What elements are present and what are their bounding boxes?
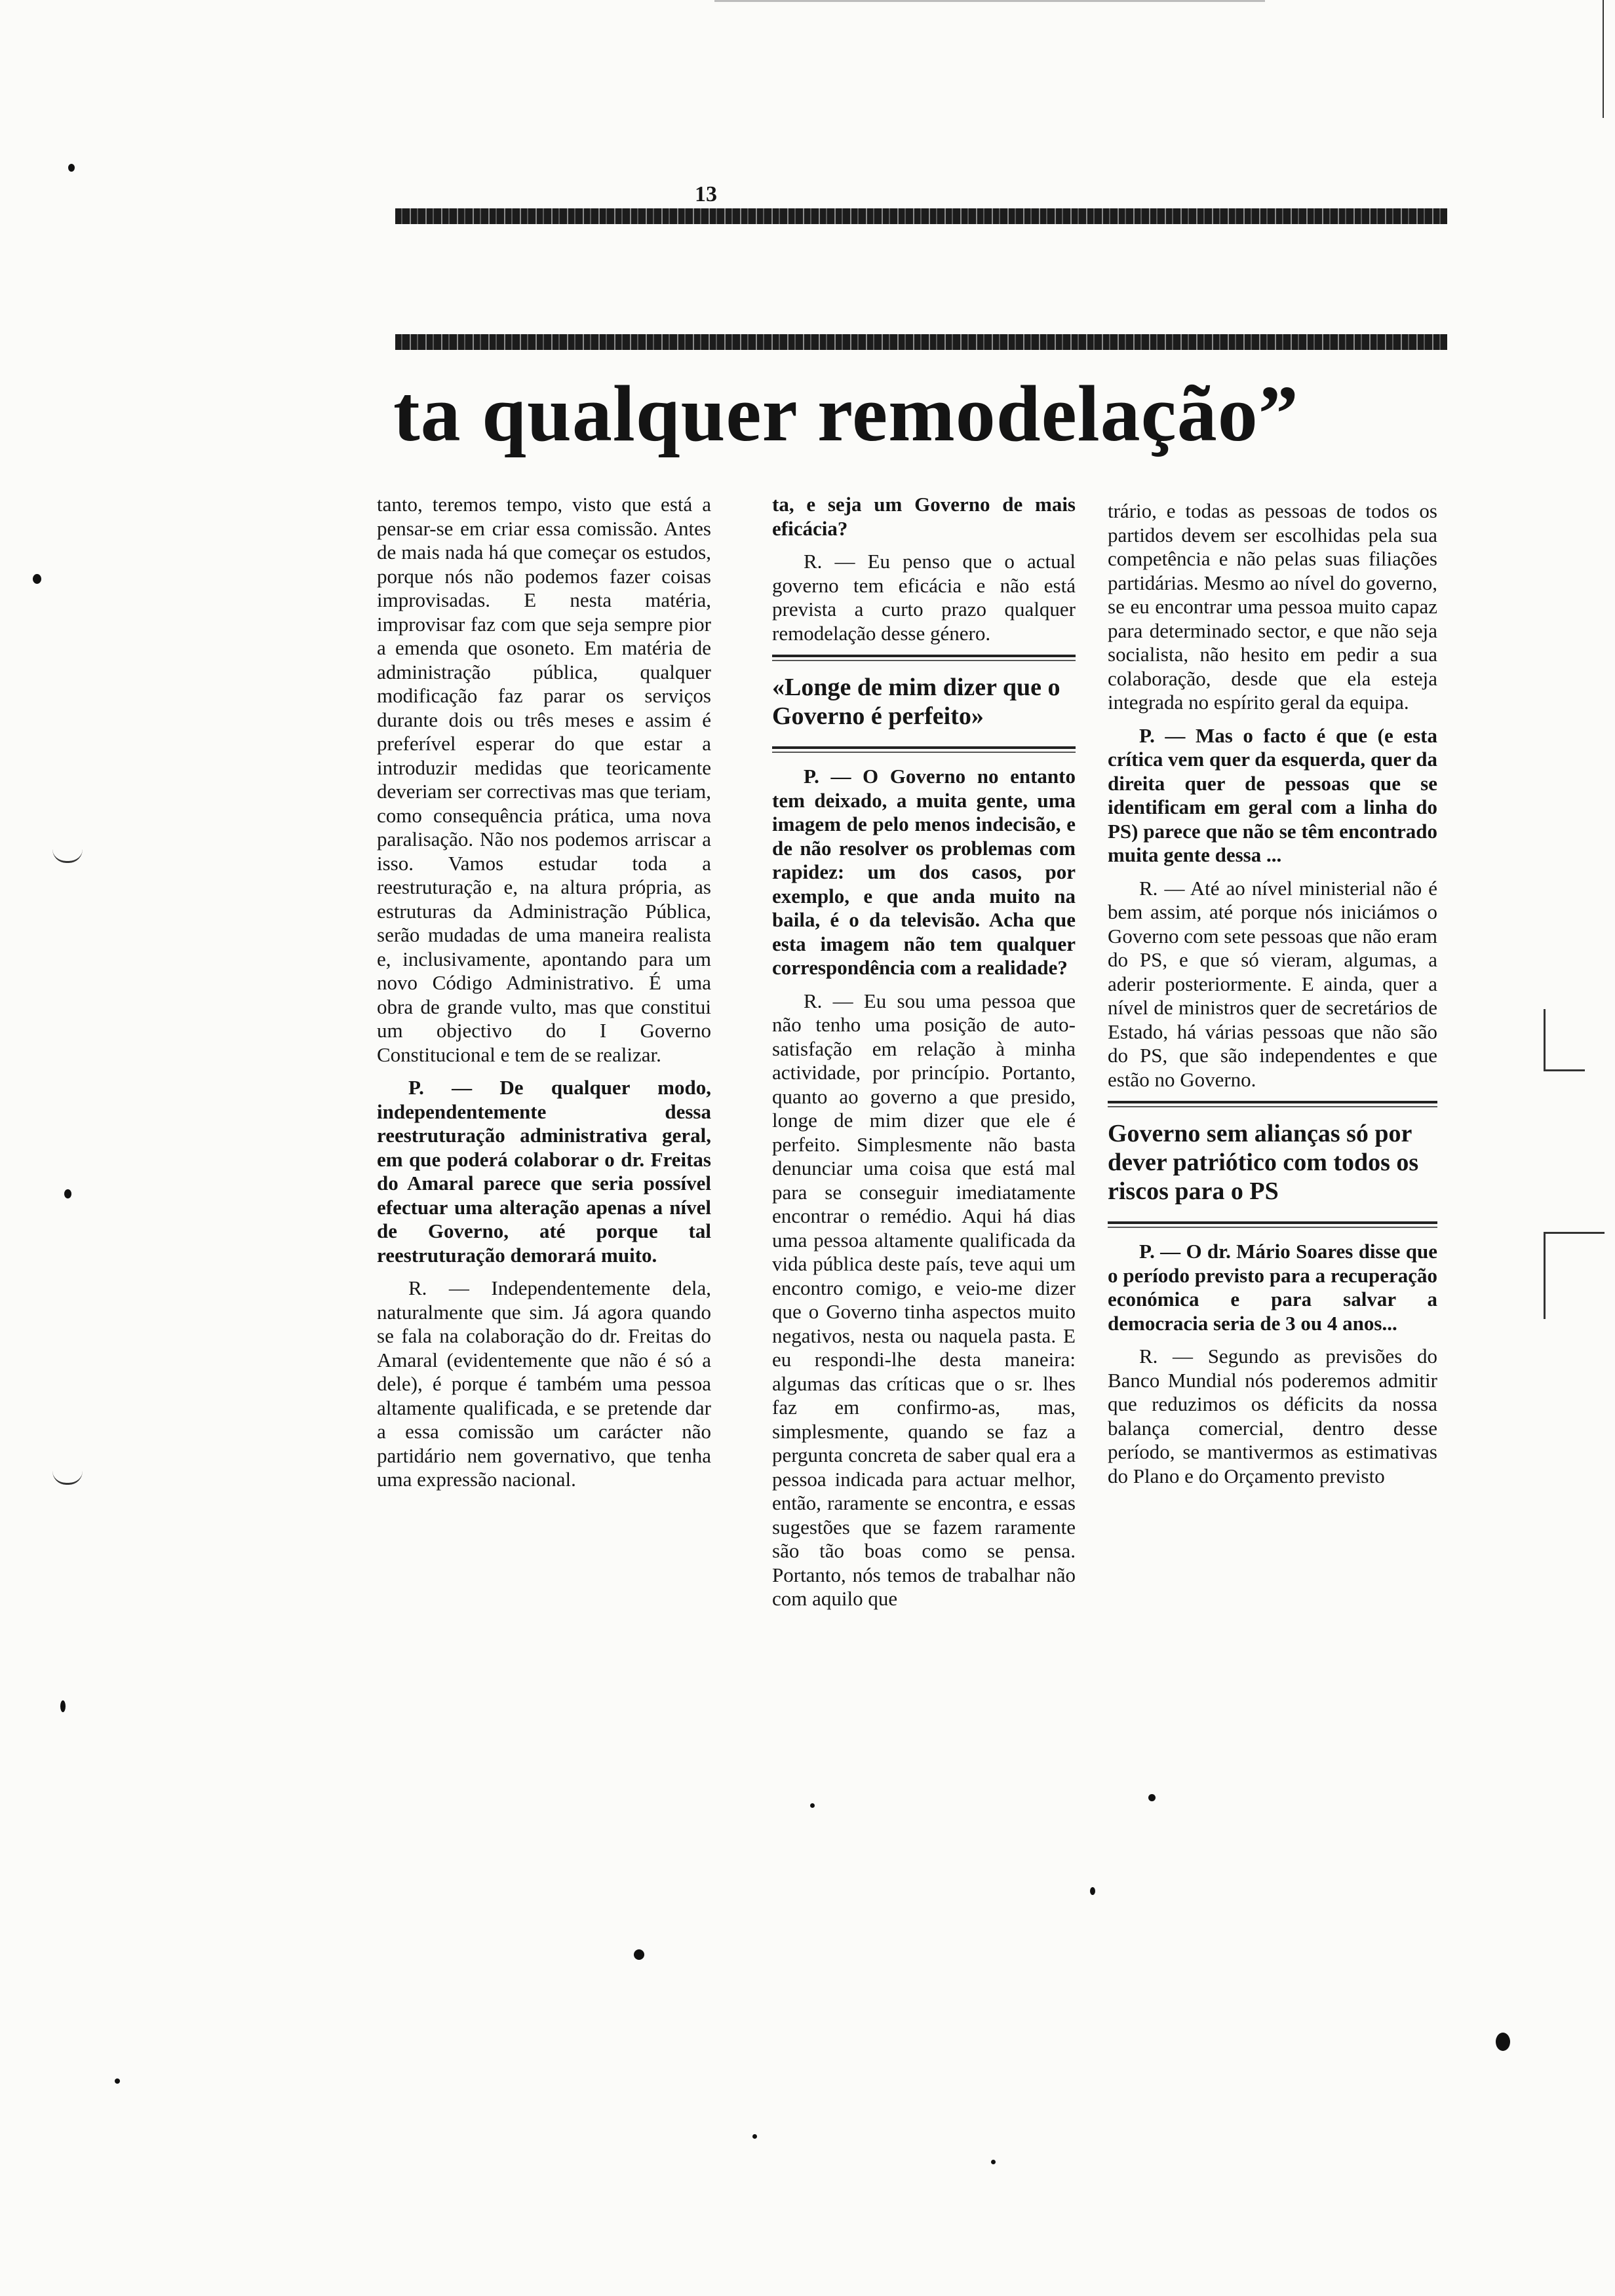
col3-subheading: Governo sem alianças só por dever patriótico com todos os riscos para o PS xyxy=(1108,1120,1419,1205)
col3-question-2: P. — O dr. Mário Soares disse que o período previsto para a recuperação económica e para salvar a democracia seria de 3 ou 4 anos... xyxy=(1108,1240,1437,1335)
column-1 xyxy=(377,493,711,1692)
scan-speck xyxy=(1148,1794,1156,1801)
scan-speck xyxy=(752,2134,757,2139)
scan-speck xyxy=(115,2078,120,2084)
col2-subheading: «Longe de mim dizer que o Governo é perfeito» xyxy=(772,674,1060,730)
col3-answer-cont: trário, e todas as pessoas de todos os partidos devem ser escolhidas pela sua competência e não pelas suas filiações partidárias. Mesmo ao nível do governo, se eu encontrar uma pessoa muito capaz para determinado sector, e que não seja socialista, não hesito em pedir a sua colaboração, desde que ela esteja integrada no espírito geral da equipa. xyxy=(1108,499,1437,714)
col2-answer-1: R. — Eu penso que o actual governo tem eficácia e não está prevista a curto prazo qualquer remodelação desse género. xyxy=(772,550,1076,645)
col1-para-1: tanto, teremos tempo, visto que está a pensar-se em criar essa comissão. Antes de mais nada há que começar os estudos, porque nós não podemos fazer coisas improvisadas. E nesta matéria, improvisar faz com que seja sempre pior a emenda que osoneto. Em matéria de administração pública, qualquer modificação faz parar os serviços durante dois ou três meses e assim é preferível esperar do que estar a introduzir medidas que teoricamente deveriam ser correctivas mas que teriam, como consequência prática, uma nova paralisação. Não nos podemos arriscar a isso. Vamos estudar toda a reestruturação e, na altura própria, as estruturas da Administração Pública, serão mudadas de uma maneira realista e, inclusivamente, apontando para um novo Código Administrativo. É uma obra de grande vulto, mas que constitui um objectivo do I Governo Constitucional e tem de se realizar. xyxy=(377,493,711,1066)
page-number: 13 xyxy=(695,182,717,206)
scan-speck xyxy=(33,574,41,584)
scan-edge-mark xyxy=(1603,0,1604,118)
col3-answer-2: R. — Segundo as previsões do Banco Mundial nós poderemos admitir que reduzimos os déficits da nossa balança comercial, dentro desse período, se mantivermos as estimativas do Plano e do Orçamento previsto xyxy=(1108,1345,1437,1487)
col3-separator-top xyxy=(1108,1101,1437,1107)
column-3 xyxy=(1108,499,1437,1698)
scan-edge-mark xyxy=(52,1471,83,1485)
scan-speck xyxy=(1090,1887,1095,1895)
col2-separator-top xyxy=(772,655,1076,661)
col2-question-2: P. — O Governo no entanto tem deixado, a muita gente, uma imagem de pelo menos indecisão, e de não resolver os problemas com rapidez: um dos casos, por exemplo, e que anda muito na baila, é o da televisão. Acha que esta imagem não tem qualquer correspondência com a realidade? xyxy=(772,765,1076,979)
scan-speck xyxy=(60,1700,66,1712)
scan-speck xyxy=(68,164,75,172)
col2-answer-2: R. — Eu sou uma pessoa que não tenho uma posição de auto-satisfação em relação à minha actividade, por princípio. Portanto, quanto ao governo a que presido, longe de mim dizer que ele é perfeito. Simplesmente não basta denunciar uma coisa que está mal para se conseguir imediatamente encontrar o remédio. Aqui há dias uma pessoa altamente qualificada da vida pública deste país, teve aqui um encontro comigo, e veio-me dizer que o Governo tinha aspectos muito negativos, nesta ou naquela pasta. E eu respondi-lhe desta maneira: algumas das críticas que o sr. lhes faz em confirmo-as, mas, simplesmente, quando se faz a pergunta concreta de saber qual era a pessoa indicada para actuar melhor, então, raramente se encontra, e essas sugestões que se fazem raramente são tão boas como se pensa. Portanto, nós temos de trabalhar não com aquilo que xyxy=(772,989,1076,1610)
scan-speck xyxy=(810,1803,815,1808)
scan-speck xyxy=(1496,2033,1510,2051)
article-headline: ta qualquer remodelação” xyxy=(393,370,1299,458)
col1-question-1: P. — De qualquer modo, independentemente dessa reestruturação administrativa geral, em que poderá colaborar o dr. Freitas do Amaral parece que seria possível efectuar uma alteração apenas a nível de Governo, até porque tal reestruturação demorará muito. xyxy=(377,1076,711,1267)
scan-edge-mark xyxy=(1544,1232,1605,1319)
scan-edge-mark xyxy=(1544,1009,1585,1071)
scan-speck xyxy=(64,1189,71,1198)
headline-band-rule xyxy=(395,334,1447,350)
col2-question-cont: ta, e seja um Governo de mais eficácia? xyxy=(772,493,1076,540)
col2-separator-bottom xyxy=(772,746,1076,753)
col3-question-1: P. — Mas o facto é que (e esta crítica vem quer da esquerda, quer da direita quer de pessoas que se identificam em geral com a linha do PS) parece que não se têm encontrado muita gente dessa ... xyxy=(1108,723,1437,866)
col3-separator-bottom xyxy=(1108,1221,1437,1228)
scan-speck xyxy=(634,1949,644,1960)
col1-answer-1: R. — Independentemente dela, naturalmente que sim. Já agora quando se fala na colaboração do dr. Freitas do Amaral (evidentemente que não é só a dele), é porque é também uma pessoa altamente qualificada, e se pretende dar a essa comissão um carácter não partidário nem governativo, que tenha uma expressão nacional. xyxy=(377,1276,711,1491)
header-band-rule xyxy=(395,208,1447,224)
column-2 xyxy=(772,493,1076,1692)
col3-answer-1: R. — Até ao nível ministerial não é bem assim, até porque nós iniciámos o Governo com sete pessoas que não eram do PS, e que só vieram, algumas, a aderir posteriormente. E ainda, quer a nível de ministros quer de secretários de Estado, há várias pessoas que não são do PS, que são independentes e que estão no Governo. xyxy=(1108,876,1437,1091)
scan-speck xyxy=(991,2160,996,2164)
top-edge-rule xyxy=(714,0,1265,2)
scan-edge-mark xyxy=(52,849,83,863)
